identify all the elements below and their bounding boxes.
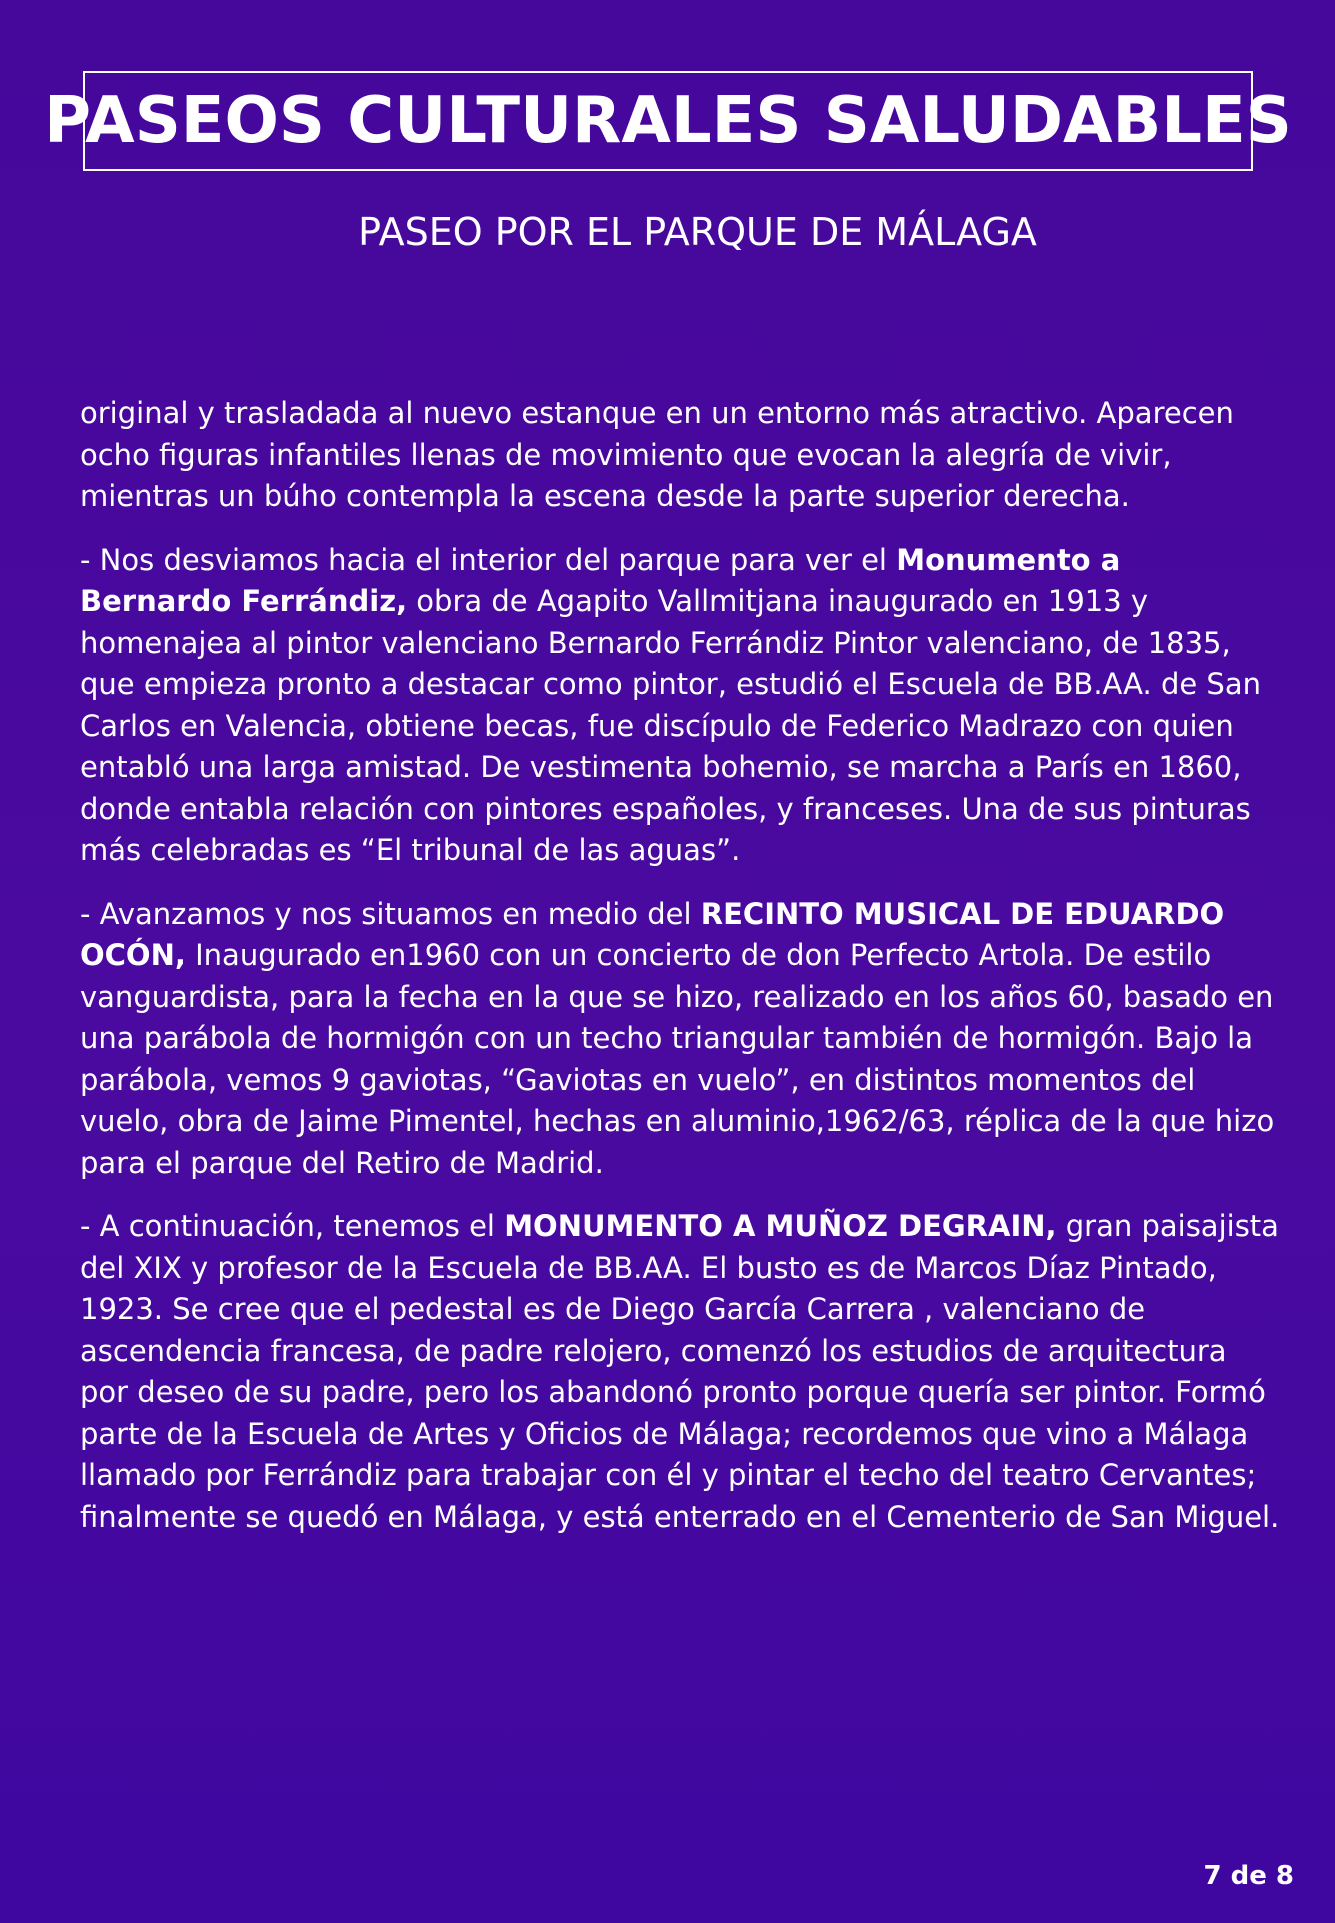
paragraph-text-before: - Avanzamos y nos situamos en medio del (80, 896, 701, 931)
page-number: 7 de 8 (1203, 1861, 1294, 1891)
paragraph-text-after: Inaugurado en1960 con un concierto de don Perfecto Artola. De estilo vanguardista, para la fecha en la que se hizo, realizado en los años 60, basado en una parábola de hormigón con un techo triangular también de hormigón. Bajo la parábola, vemos 9 gaviotas, “Gaviotas en vuelo”, en distintos momentos del vuelo, obra de Jaime Pimentel, hechas en aluminio,1962/63, réplica de la que hizo para el parque del Retiro de Madrid. (80, 938, 1275, 1180)
title-box (44, 71, 1292, 171)
body-text (80, 393, 1280, 1560)
paragraph-text: original y trasladada al nuevo estanque en un entorno más atractivo. Aparecen ocho figuras infantiles llenas de movimiento que evocan la alegría de vivir, mientras un búho contempla la escena desde la parte superior derecha. (80, 396, 1234, 513)
page-title: PASEOS CULTURALES SALUDABLES (44, 84, 1292, 158)
paragraph-recinto-musical (80, 894, 1280, 1185)
monument-munoz-degrain-heading: MONUMENTO A MUÑOZ DEGRAIN, (504, 1209, 1057, 1243)
paragraph-text-after: gran paisajista del XIX y profesor de la Escuela de BB.AA. El busto es de Marcos Díaz Pintado, 1923. Se cree que el pedestal es de Diego García Carrera , valenciano de ascendencia francesa, de padre relojero, comenzó los estudios de arquitectura por deseo de su padre, pero los abandonó pronto porque quería ser pintor. Formó parte de la Escuela de Artes y Oficios de Málaga; recordemos que vino a Málaga llamado por Ferrándiz para trabajar con él y pintar el techo del teatro Cervantes; finalmente se quedó en Málaga, y está enterrado en el Cementerio de San Miguel. (80, 1209, 1280, 1534)
paragraph-text-before: - A continuación, tenemos el (80, 1209, 505, 1243)
recinto-musical-heading: RECINTO MUSICAL DE EDUARDO OCÓN, (80, 896, 1225, 972)
monument-ferrandiz-heading: Monumento a Bernardo Ferrándiz, (80, 542, 1121, 618)
page-subtitle: PASEO POR EL PARQUE DE MÁLAGA (358, 210, 1037, 254)
paragraph-ferrandiz (80, 540, 1280, 872)
paragraph-text-before: - Nos desviamos hacia el interior del parque para ver el (80, 542, 897, 577)
paragraph-intro (80, 393, 1280, 518)
paragraph-munoz-degrain (80, 1206, 1280, 1538)
paragraph-text-after: obra de Agapito Vallmitjana inaugurado en 1913 y homenajea al pintor valenciano Bernardo Ferrándiz Pintor valenciano, de 1835, que empieza pronto a destacar como pintor, estudió el Escuela de BB.AA. de San Carlos en Valencia, obtiene becas, fue discípulo de Federico Madrazo con quien entabló una larga amistad. De vestimenta bohemio, se marcha a París en 1860, donde entabla relación con pintores españoles, y franceses. Una de sus pinturas más celebradas es “El tribunal de las aguas”. (80, 584, 1261, 867)
